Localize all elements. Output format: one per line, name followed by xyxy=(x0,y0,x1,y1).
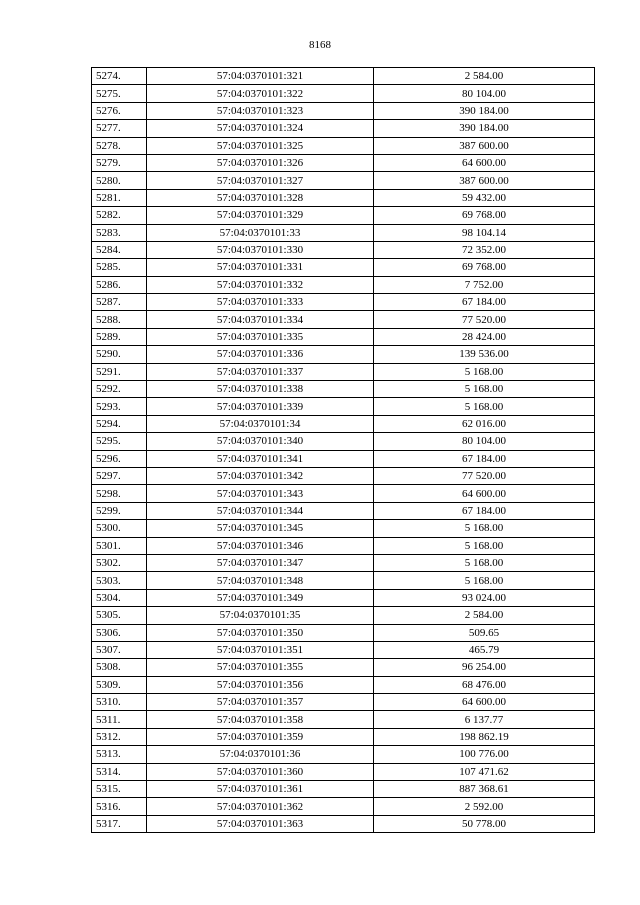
table-row xyxy=(92,815,595,832)
row-number-cell: 5294. xyxy=(92,415,147,432)
cadastral-number-cell: 57:04:0370101:350 xyxy=(147,624,374,641)
cadastral-number-cell: 57:04:0370101:325 xyxy=(147,137,374,154)
row-number-cell: 5286. xyxy=(92,276,147,293)
cadastral-number-cell: 57:04:0370101:324 xyxy=(147,120,374,137)
table-row xyxy=(92,624,595,641)
cadastral-number-cell: 57:04:0370101:360 xyxy=(147,763,374,780)
cadastral-number-cell: 57:04:0370101:336 xyxy=(147,346,374,363)
row-number-cell: 5296. xyxy=(92,450,147,467)
row-number-cell: 5282. xyxy=(92,207,147,224)
value-cell: 80 104.00 xyxy=(374,433,595,450)
table-row xyxy=(92,589,595,606)
table-row xyxy=(92,641,595,658)
row-number-cell: 5301. xyxy=(92,537,147,554)
value-cell: 69 768.00 xyxy=(374,259,595,276)
row-number-cell: 5295. xyxy=(92,433,147,450)
row-number-cell: 5292. xyxy=(92,381,147,398)
table-row xyxy=(92,659,595,676)
row-number-cell: 5312. xyxy=(92,728,147,745)
table-row xyxy=(92,520,595,537)
value-cell: 64 600.00 xyxy=(374,154,595,171)
row-number-cell: 5290. xyxy=(92,346,147,363)
value-cell: 64 600.00 xyxy=(374,694,595,711)
value-cell: 80 104.00 xyxy=(374,85,595,102)
cadastral-number-cell: 57:04:0370101:345 xyxy=(147,520,374,537)
cadastral-number-cell: 57:04:0370101:36 xyxy=(147,746,374,763)
row-number-cell: 5278. xyxy=(92,137,147,154)
value-cell: 5 168.00 xyxy=(374,572,595,589)
cadastral-value-table xyxy=(91,67,595,833)
row-number-cell: 5309. xyxy=(92,676,147,693)
row-number-cell: 5274. xyxy=(92,68,147,85)
table-row xyxy=(92,694,595,711)
table-row xyxy=(92,120,595,137)
value-cell: 67 184.00 xyxy=(374,450,595,467)
cadastral-number-cell: 57:04:0370101:329 xyxy=(147,207,374,224)
table-row xyxy=(92,328,595,345)
value-cell: 387 600.00 xyxy=(374,137,595,154)
value-cell: 68 476.00 xyxy=(374,676,595,693)
table-row xyxy=(92,276,595,293)
value-cell: 96 254.00 xyxy=(374,659,595,676)
table-row xyxy=(92,137,595,154)
row-number-cell: 5289. xyxy=(92,328,147,345)
row-number-cell: 5307. xyxy=(92,641,147,658)
cadastral-number-cell: 57:04:0370101:358 xyxy=(147,711,374,728)
value-cell: 5 168.00 xyxy=(374,520,595,537)
row-number-cell: 5277. xyxy=(92,120,147,137)
value-cell: 93 024.00 xyxy=(374,589,595,606)
value-cell: 98 104.14 xyxy=(374,224,595,241)
table-row xyxy=(92,294,595,311)
value-cell: 2 584.00 xyxy=(374,68,595,85)
table-row xyxy=(92,607,595,624)
value-cell: 77 520.00 xyxy=(374,311,595,328)
row-number-cell: 5300. xyxy=(92,520,147,537)
cadastral-number-cell: 57:04:0370101:334 xyxy=(147,311,374,328)
table-row xyxy=(92,415,595,432)
row-number-cell: 5276. xyxy=(92,102,147,119)
row-number-cell: 5311. xyxy=(92,711,147,728)
table-row xyxy=(92,241,595,258)
table-row xyxy=(92,398,595,415)
cadastral-number-cell: 57:04:0370101:326 xyxy=(147,154,374,171)
row-number-cell: 5280. xyxy=(92,172,147,189)
value-cell: 77 520.00 xyxy=(374,467,595,484)
row-number-cell: 5283. xyxy=(92,224,147,241)
table-row xyxy=(92,311,595,328)
row-number-cell: 5313. xyxy=(92,746,147,763)
table-body xyxy=(92,68,595,833)
table-row xyxy=(92,154,595,171)
table-row xyxy=(92,502,595,519)
cadastral-number-cell: 57:04:0370101:339 xyxy=(147,398,374,415)
value-cell: 50 778.00 xyxy=(374,815,595,832)
value-cell: 107 471.62 xyxy=(374,763,595,780)
table-row xyxy=(92,537,595,554)
cadastral-number-cell: 57:04:0370101:355 xyxy=(147,659,374,676)
cadastral-number-cell: 57:04:0370101:342 xyxy=(147,467,374,484)
row-number-cell: 5285. xyxy=(92,259,147,276)
value-cell: 5 168.00 xyxy=(374,381,595,398)
cadastral-number-cell: 57:04:0370101:356 xyxy=(147,676,374,693)
row-number-cell: 5302. xyxy=(92,554,147,571)
value-cell: 198 862.19 xyxy=(374,728,595,745)
cadastral-number-cell: 57:04:0370101:348 xyxy=(147,572,374,589)
cadastral-number-cell: 57:04:0370101:363 xyxy=(147,815,374,832)
row-number-cell: 5303. xyxy=(92,572,147,589)
row-number-cell: 5304. xyxy=(92,589,147,606)
row-number-cell: 5291. xyxy=(92,363,147,380)
cadastral-number-cell: 57:04:0370101:351 xyxy=(147,641,374,658)
value-cell: 5 168.00 xyxy=(374,537,595,554)
table-row xyxy=(92,433,595,450)
table-row xyxy=(92,224,595,241)
cadastral-number-cell: 57:04:0370101:357 xyxy=(147,694,374,711)
row-number-cell: 5298. xyxy=(92,485,147,502)
table-row xyxy=(92,207,595,224)
row-number-cell: 5305. xyxy=(92,607,147,624)
table-row xyxy=(92,676,595,693)
table-row xyxy=(92,363,595,380)
cadastral-number-cell: 57:04:0370101:337 xyxy=(147,363,374,380)
table-row xyxy=(92,485,595,502)
table-row xyxy=(92,102,595,119)
row-number-cell: 5275. xyxy=(92,85,147,102)
cadastral-number-cell: 57:04:0370101:362 xyxy=(147,798,374,815)
table-row xyxy=(92,381,595,398)
value-cell: 67 184.00 xyxy=(374,294,595,311)
table-row xyxy=(92,798,595,815)
value-cell: 390 184.00 xyxy=(374,102,595,119)
table-row xyxy=(92,763,595,780)
table-row xyxy=(92,781,595,798)
cadastral-number-cell: 57:04:0370101:331 xyxy=(147,259,374,276)
cadastral-number-cell: 57:04:0370101:33 xyxy=(147,224,374,241)
value-cell: 64 600.00 xyxy=(374,485,595,502)
table-row xyxy=(92,711,595,728)
cadastral-number-cell: 57:04:0370101:343 xyxy=(147,485,374,502)
value-cell: 100 776.00 xyxy=(374,746,595,763)
row-number-cell: 5317. xyxy=(92,815,147,832)
value-cell: 28 424.00 xyxy=(374,328,595,345)
page-number: 8168 xyxy=(309,39,331,51)
cadastral-number-cell: 57:04:0370101:347 xyxy=(147,554,374,571)
cadastral-number-cell: 57:04:0370101:322 xyxy=(147,85,374,102)
cadastral-number-cell: 57:04:0370101:340 xyxy=(147,433,374,450)
value-cell: 387 600.00 xyxy=(374,172,595,189)
value-cell: 2 592.00 xyxy=(374,798,595,815)
cadastral-number-cell: 57:04:0370101:321 xyxy=(147,68,374,85)
table-row xyxy=(92,450,595,467)
cadastral-number-cell: 57:04:0370101:34 xyxy=(147,415,374,432)
cadastral-number-cell: 57:04:0370101:333 xyxy=(147,294,374,311)
value-cell: 72 352.00 xyxy=(374,241,595,258)
cadastral-number-cell: 57:04:0370101:327 xyxy=(147,172,374,189)
cadastral-number-cell: 57:04:0370101:332 xyxy=(147,276,374,293)
table-row xyxy=(92,467,595,484)
value-cell: 62 016.00 xyxy=(374,415,595,432)
value-cell: 59 432.00 xyxy=(374,189,595,206)
row-number-cell: 5299. xyxy=(92,502,147,519)
cadastral-number-cell: 57:04:0370101:338 xyxy=(147,381,374,398)
table-row xyxy=(92,68,595,85)
table-row xyxy=(92,259,595,276)
value-cell: 390 184.00 xyxy=(374,120,595,137)
row-number-cell: 5293. xyxy=(92,398,147,415)
row-number-cell: 5315. xyxy=(92,781,147,798)
row-number-cell: 5284. xyxy=(92,241,147,258)
row-number-cell: 5281. xyxy=(92,189,147,206)
cadastral-number-cell: 57:04:0370101:35 xyxy=(147,607,374,624)
cadastral-number-cell: 57:04:0370101:330 xyxy=(147,241,374,258)
table-row xyxy=(92,172,595,189)
row-number-cell: 5287. xyxy=(92,294,147,311)
value-cell: 67 184.00 xyxy=(374,502,595,519)
value-cell: 887 368.61 xyxy=(374,781,595,798)
table-row xyxy=(92,189,595,206)
row-number-cell: 5288. xyxy=(92,311,147,328)
row-number-cell: 5314. xyxy=(92,763,147,780)
value-cell: 5 168.00 xyxy=(374,363,595,380)
value-cell: 2 584.00 xyxy=(374,607,595,624)
table-row xyxy=(92,85,595,102)
value-cell: 139 536.00 xyxy=(374,346,595,363)
cadastral-number-cell: 57:04:0370101:349 xyxy=(147,589,374,606)
value-cell: 5 168.00 xyxy=(374,554,595,571)
value-cell: 465.79 xyxy=(374,641,595,658)
cadastral-number-cell: 57:04:0370101:323 xyxy=(147,102,374,119)
value-cell: 5 168.00 xyxy=(374,398,595,415)
value-cell: 7 752.00 xyxy=(374,276,595,293)
table-row xyxy=(92,728,595,745)
cadastral-number-cell: 57:04:0370101:361 xyxy=(147,781,374,798)
table-row xyxy=(92,554,595,571)
cadastral-number-cell: 57:04:0370101:328 xyxy=(147,189,374,206)
cadastral-number-cell: 57:04:0370101:344 xyxy=(147,502,374,519)
row-number-cell: 5279. xyxy=(92,154,147,171)
row-number-cell: 5308. xyxy=(92,659,147,676)
value-cell: 69 768.00 xyxy=(374,207,595,224)
table-row xyxy=(92,746,595,763)
table-row xyxy=(92,572,595,589)
cadastral-number-cell: 57:04:0370101:341 xyxy=(147,450,374,467)
row-number-cell: 5306. xyxy=(92,624,147,641)
cadastral-number-cell: 57:04:0370101:359 xyxy=(147,728,374,745)
cadastral-number-cell: 57:04:0370101:346 xyxy=(147,537,374,554)
value-cell: 6 137.77 xyxy=(374,711,595,728)
value-cell: 509.65 xyxy=(374,624,595,641)
row-number-cell: 5297. xyxy=(92,467,147,484)
row-number-cell: 5316. xyxy=(92,798,147,815)
table-row xyxy=(92,346,595,363)
cadastral-number-cell: 57:04:0370101:335 xyxy=(147,328,374,345)
row-number-cell: 5310. xyxy=(92,694,147,711)
